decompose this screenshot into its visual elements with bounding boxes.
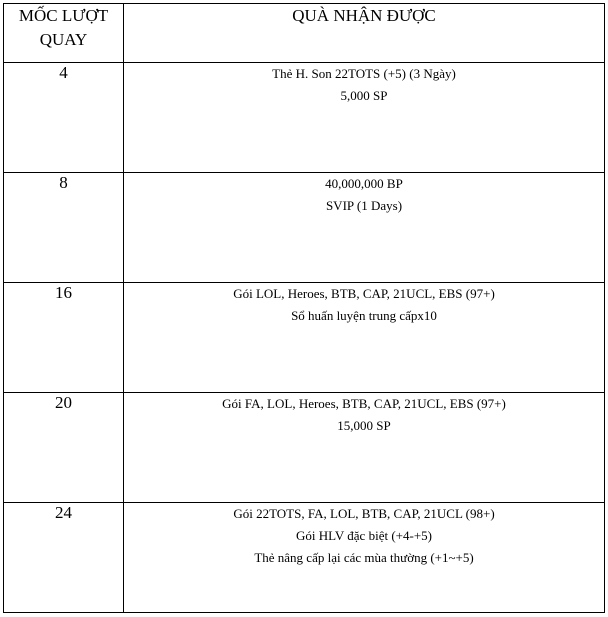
milestone-cell: 8: [4, 173, 124, 283]
gift-item: Sổ huấn luyện trung cấpx10: [291, 308, 437, 323]
milestone-header-line1: MỐC LƯỢT: [18, 6, 109, 25]
table-row-20: [4, 393, 605, 503]
gifts-cell: [124, 63, 605, 173]
gift-item: 40,000,000 BP: [325, 176, 403, 191]
rewards-header: QUÀ NHẬN ĐƯỢC: [124, 4, 605, 63]
gift-item: Thẻ nâng cấp lại các mùa thường (+1~+5): [254, 550, 474, 565]
rewards-table: [3, 3, 605, 613]
gifts-cell: [124, 283, 605, 393]
table-row-8: [4, 173, 605, 283]
milestone-cell: 20: [4, 393, 124, 503]
gift-item: 5,000 SP: [340, 88, 388, 103]
gifts-cell: [124, 503, 605, 613]
table-row-24: [4, 503, 605, 613]
gift-item: Gói HLV đặc biệt (+4-+5): [296, 528, 432, 543]
header-row: [4, 4, 605, 63]
table-row-4: [4, 63, 605, 173]
milestone-header: [4, 4, 124, 63]
milestone-cell: 16: [4, 283, 124, 393]
gifts-cell: [124, 173, 605, 283]
gift-item: Gói 22TOTS, FA, LOL, BTB, CAP, 21UCL (98+): [233, 506, 495, 521]
gift-item: Gói LOL, Heroes, BTB, CAP, 21UCL, EBS (97+): [233, 286, 495, 301]
table-row-16: [4, 283, 605, 393]
milestone-cell: 24: [4, 503, 124, 613]
gift-item: SVIP (1 Days): [325, 198, 403, 213]
gift-item: Gói FA, LOL, Heroes, BTB, CAP, 21UCL, EBS (97+): [222, 396, 506, 411]
gift-item: Thẻ H. Son 22TOTS (+5) (3 Ngày): [272, 66, 456, 81]
milestone-cell: 4: [4, 63, 124, 173]
gifts-cell: [124, 393, 605, 503]
milestone-header-line2: QUAY: [39, 30, 88, 49]
gift-item: 15,000 SP: [337, 418, 391, 433]
